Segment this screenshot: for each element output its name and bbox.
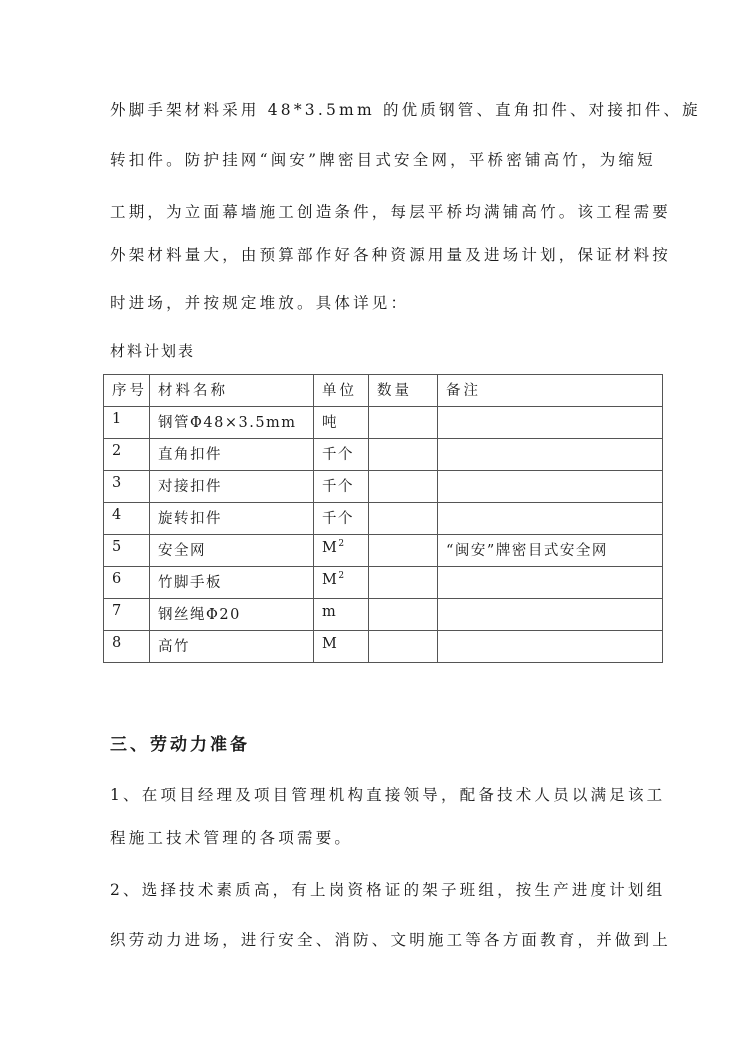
cell-qty: [369, 471, 438, 503]
section-heading: 三、劳动力准备: [110, 735, 250, 755]
unit-text: M: [322, 539, 339, 556]
cell-note: [438, 599, 663, 631]
unit-text: M: [322, 571, 339, 588]
paragraph-line: 转扣件。防护挂网“闽安”牌密目式安全网，平桥密铺高竹，为缩短: [110, 151, 656, 169]
table-row: [104, 599, 663, 631]
cell-name: 钢丝绳Φ20: [150, 599, 314, 631]
table-caption: 材料计划表: [110, 342, 196, 360]
header-note: 备注: [438, 375, 663, 407]
cell-no: 1: [104, 407, 150, 439]
paragraph-line: 1、在项目经理及项目管理机构直接领导，配备技术人员以满足该工: [110, 786, 666, 804]
cell-note: “闽安”牌密目式安全网: [438, 535, 663, 567]
cell-name: 钢管Φ48×3.5mm: [150, 407, 314, 439]
cell-qty: [369, 535, 438, 567]
cell-unit: [314, 599, 369, 631]
unit-superscript: 2: [338, 571, 346, 581]
cell-no: 2: [104, 439, 150, 471]
cell-no: 8: [104, 631, 150, 663]
unit-text: 千个: [322, 479, 354, 495]
cell-unit: [314, 407, 369, 439]
paragraph-line: 时进场，并按规定堆放。具体详见：: [110, 294, 410, 312]
header-name: 材料名称: [150, 375, 314, 407]
table-header-row: [104, 375, 663, 407]
cell-qty: [369, 503, 438, 535]
cell-unit: [314, 471, 369, 503]
cell-unit: [314, 631, 369, 663]
table-row: [104, 439, 663, 471]
paragraph-line: 程施工技术管理的各项需要。: [110, 829, 354, 847]
unit-text: 吨: [322, 415, 338, 431]
cell-no: 3: [104, 471, 150, 503]
cell-no: 5: [104, 535, 150, 567]
cell-qty: [369, 631, 438, 663]
cell-note: [438, 567, 663, 599]
cell-name: 安全网: [150, 535, 314, 567]
cell-qty: [369, 567, 438, 599]
unit-text: 千个: [322, 447, 354, 463]
unit-text: m: [322, 603, 338, 620]
cell-name: 竹脚手板: [150, 567, 314, 599]
cell-note: [438, 439, 663, 471]
cell-no: 6: [104, 567, 150, 599]
table-row: [104, 471, 663, 503]
cell-unit: [314, 567, 369, 599]
table-row: [104, 503, 663, 535]
cell-name: 旋转扣件: [150, 503, 314, 535]
paragraph-line: 2、选择技术素质高，有上岗资格证的架子班组，按生产进度计划组: [110, 881, 666, 899]
table-row: [104, 535, 663, 567]
cell-qty: [369, 407, 438, 439]
header-unit: 单位: [314, 375, 369, 407]
paragraph-line: 织劳动力进场，进行安全、消防、文明施工等各方面教育，并做到上: [110, 931, 672, 949]
cell-name: 直角扣件: [150, 439, 314, 471]
table-row: [104, 407, 663, 439]
cell-note: [438, 631, 663, 663]
paragraph-line: 工期，为立面幕墙施工创造条件，每层平桥均满铺高竹。该工程需要: [110, 203, 672, 221]
cell-note: [438, 471, 663, 503]
header-no: 序号: [104, 375, 150, 407]
cell-qty: [369, 599, 438, 631]
cell-note: [438, 503, 663, 535]
cell-unit: [314, 503, 369, 535]
table-row: [104, 631, 663, 663]
material-plan-table: [103, 374, 663, 663]
unit-superscript: 2: [338, 539, 346, 549]
paragraph-line: 外脚手架材料采用 48*3.5mm 的优质钢管、直角扣件、对接扣件、旋: [110, 101, 701, 119]
unit-text: M: [322, 635, 339, 652]
table-row: [104, 567, 663, 599]
cell-name: 对接扣件: [150, 471, 314, 503]
cell-unit: [314, 535, 369, 567]
paragraph-line: 外架材料量大，由预算部作好各种资源用量及进场计划，保证材料按: [110, 246, 672, 264]
cell-no: 4: [104, 503, 150, 535]
header-qty: 数量: [369, 375, 438, 407]
unit-text: 千个: [322, 511, 354, 527]
cell-note: [438, 407, 663, 439]
cell-qty: [369, 439, 438, 471]
cell-unit: [314, 439, 369, 471]
cell-name: 高竹: [150, 631, 314, 663]
cell-no: 7: [104, 599, 150, 631]
